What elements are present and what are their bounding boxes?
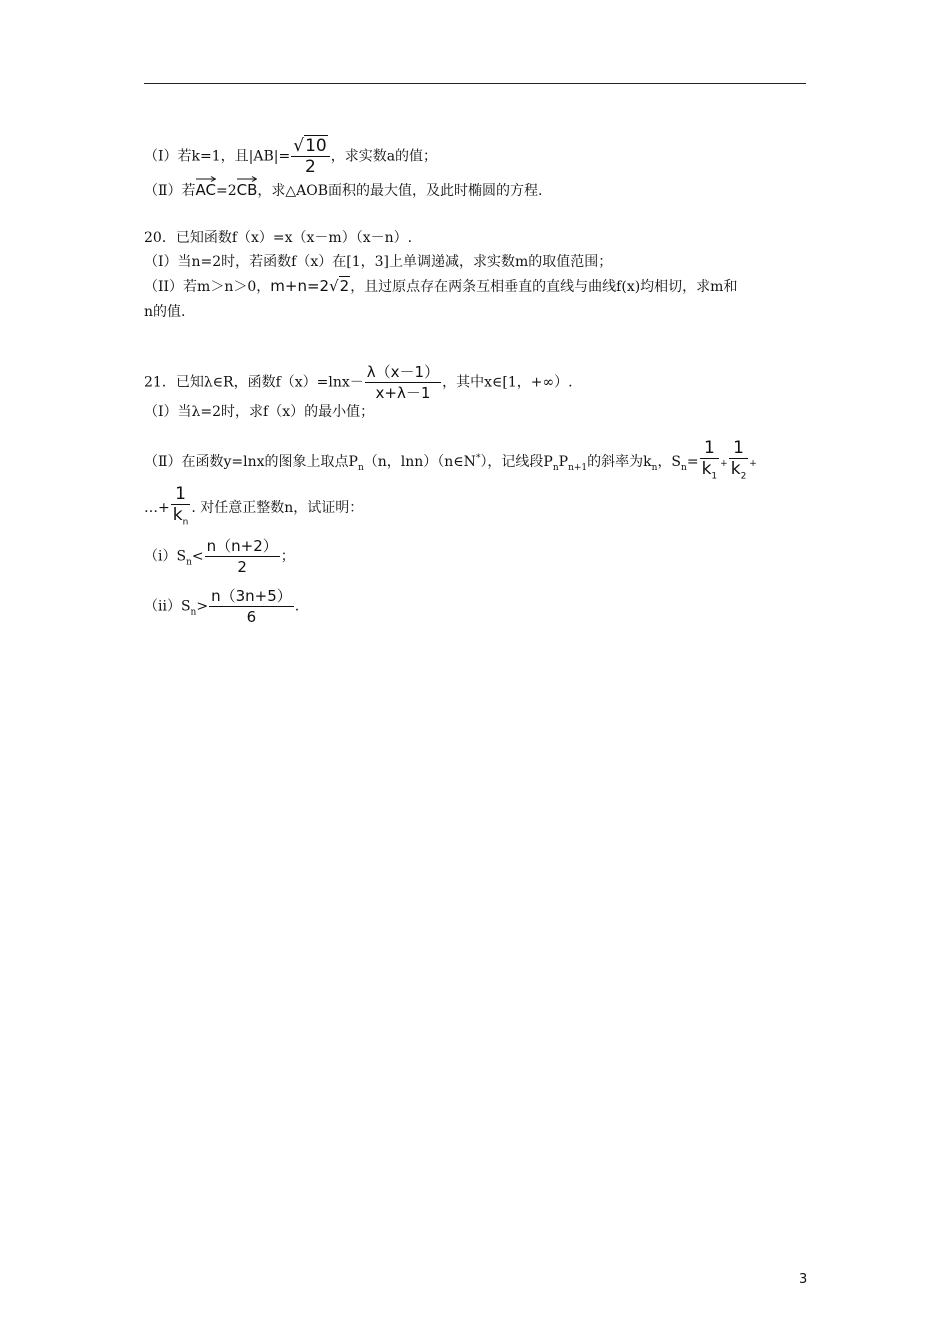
q21-part2-cont: …+ $\frac{1}{k_n}$ . 对任意正整数n，试证明：	[144, 484, 363, 532]
lambda-fraction: $\frac{\lambda(x-1)}{x+\lambda-1}$	[366, 363, 440, 402]
q21-title: 21．已知λ∈R，函数f（x）=lnx－ $\frac{\lambda(x-1)}{x+\lambda-1}$ ，其中x∈[1，+∞）.	[144, 363, 573, 402]
q21-claim-i: $(ⅰ)S_n<$ $\frac{n(n+2)}{2}$ ；	[144, 537, 295, 576]
vector-ac: AC	[196, 176, 216, 200]
sqrt10-over-2-fraction: $\frac{√10}{2}$	[291, 136, 329, 177]
vector-cb: CB	[237, 176, 258, 200]
q21-part1: （Ⅰ）当λ=2时，求f（x）的最小值；	[144, 404, 375, 420]
claim-ii-fraction: $\frac{n(3n+5)}{6}$	[211, 587, 292, 626]
one-over-k2-fraction: $\frac{1}{k_2}$	[730, 438, 747, 482]
vector-arrow-icon	[237, 176, 257, 182]
sqrt-symbol: √2	[329, 277, 350, 295]
q19-part1-text: （Ⅰ）若k=1，且|AB|=	[144, 148, 291, 165]
q19-part1: （Ⅰ）若k=1，且|AB|= $\frac{√10}{2}$ ，求实数a的值；	[144, 136, 438, 177]
page-number: 3	[799, 1272, 808, 1287]
sqrt-symbol: √10	[293, 136, 327, 156]
q21-part2: （Ⅱ）在函数y=lnx的图象上取点$P_n(n$，lnn）（n∈N*），记线段$P_nP_{n+1}$的斜率为$k_n$，$S_n=$ $\frac{1}{k_1}$ + $\frac{1}{k_2}$ +	[144, 438, 757, 486]
q20-part2-cont: n的值.	[144, 304, 186, 320]
q20-title: 20．已知函数f（x）=x（x－m）（x－n）.	[144, 230, 413, 246]
one-over-k1-fraction: $\frac{1}{k_1}$	[701, 438, 718, 482]
q20-part2: （II）若m＞n＞0，m+n=2√2，且过原点存在两条互相垂直的直线与曲线f(x)均相切，求m和	[144, 277, 738, 295]
header-rule	[144, 83, 806, 84]
q19-part2: （Ⅱ）若 AC=2 CB，求△AOB面积的最大值，及此时椭圆的方程.	[144, 176, 543, 201]
q21-claim-ii: $(ⅱ)S_n>$ $\frac{n(3n+5)}{6}$ .	[144, 587, 300, 626]
vector-arrow-icon	[196, 176, 216, 182]
one-over-kn-fraction: $\frac{1}{k_n}$	[172, 484, 189, 528]
claim-i-fraction: $\frac{n(n+2)}{2}$	[206, 537, 278, 576]
q20-part1: （I）当n=2时，若函数f（x）在[1，3]上单调递减，求实数m的取值范围；	[144, 254, 613, 270]
